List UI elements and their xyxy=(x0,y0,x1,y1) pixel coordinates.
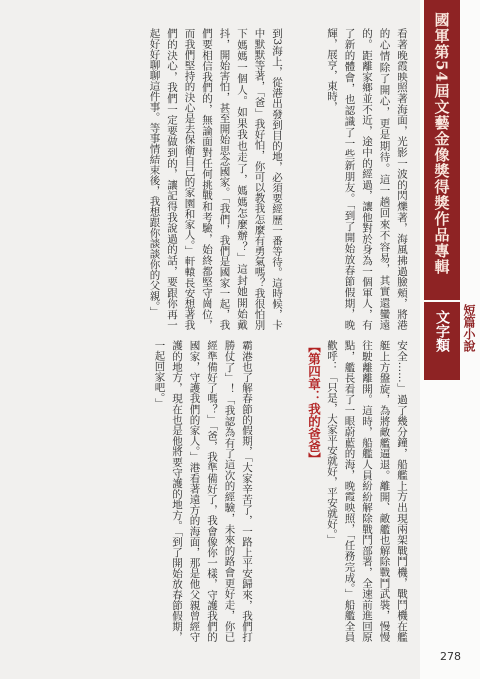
paragraph: 到3海上，從港出發到目的地，必須要經歷一番等待。這時候，卡中默默等著，「爸」我好怕，你可以教我怎麼有勇氣嗎？我很怕別下媽媽一個人。如果我也走了，媽媽怎麼辦？」這封她開始戴抖，開始害怕，甚至開始思念國家。「我們，我們是國家一起，我們要相信我們的，無論面對任何挑戰和考驗，始終都堅守崗位，而我們堅持的決心是去保衛自己的家園和家人。」軒轅長安想著我們的決心，我們一定要做到的，讓記得我說過的話，要跟你再一起好好聊聊這件事。等事情結束後，我想跟你談談你的父親。」 xyxy=(148,28,283,330)
text-column-bottom-right xyxy=(240,340,410,642)
paragraph: 安全……」過了幾分鐘，船艦上方出現兩架戰鬥機，戰鬥機在艦艇上方盤旋，為將敵艦逼退。離開、敵艦也解除戰鬥武裝，慢慢往駛離離開。這時，船艦人員紛紛解除戰鬥部署，全速前進回原點，艦長看了一眼蔚藍的海，晚霞映照，「任務完成。」船艦全員歡呼：「只是，大家平安就好，平安就好。」 xyxy=(326,340,408,642)
text-column-top-right xyxy=(270,28,410,330)
page-number: 278 xyxy=(440,650,461,663)
text-column-bottom-left xyxy=(35,340,255,642)
text-column-top-left xyxy=(35,28,285,330)
category-label: 文字類 xyxy=(424,302,460,380)
publication-title: 國軍第54屆文藝金像獎得獎作品專輯 xyxy=(424,0,460,300)
subcategory-label: 短篇小說 xyxy=(462,304,476,352)
paragraph: 看著晚霞映照著海面，光影一波的閃爍著，海風拂過臉頰，將港的心情除了開心，更是期待。這一趟回來不容易，其實還蠻遠的。距離家鄉並不近，途中的經過，讓他對於身為一個軍人，有了新的體會，也認識了一些新朋友。「到了開始放春節假期，晚輝，展亨，東時， xyxy=(326,28,408,330)
paragraph: 霸港也了解春節的假期，「大家辛苦了，一路上平安歸來，我們打勝仗了」！「我認為有了這次的經驗，未來的路會更好走，你已經準備好了嗎？」「爸，我準備好了，我會像你一樣，守護我們的國家，守護我們的家人。」港看著遠方的海面，那是他父親曾經守護的地方，現在也是他將要守護的地方。「到了開始放春節假期，一起回家吧。」 xyxy=(153,340,253,642)
chapter-heading: 【第四章：我的爸爸】 xyxy=(306,340,322,465)
